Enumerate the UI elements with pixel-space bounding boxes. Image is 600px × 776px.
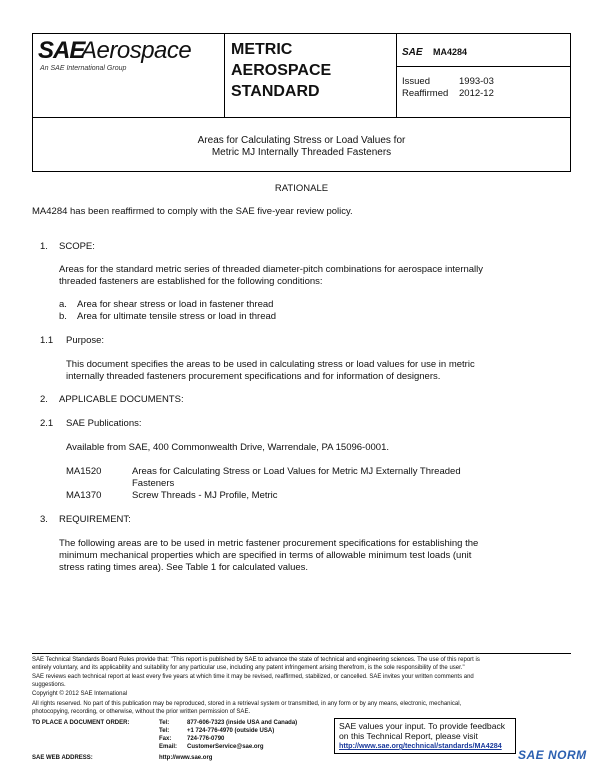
web-link[interactable]: http://www.sae.org [159, 755, 213, 761]
purpose-text: internally threaded fasteners procurement specifications and for information of designers. [66, 371, 441, 382]
standard-line: AEROSPACE [231, 62, 332, 79]
document-title [32, 135, 571, 159]
rights-line: All rights reserved. No part of this publication may be reproduced, stored in a retrieval system or transmitted, in any form or by any means, electronic, mechanical, [32, 700, 462, 707]
document-number: MA4284 [433, 47, 468, 57]
copyright: Copyright © 2012 SAE International [32, 691, 128, 698]
rights-line: photocopying, recording, or otherwise, without the prior written permission of SAE. [32, 708, 251, 715]
notice-line: entirely voluntary, and its applicability and suitability for any particular use, including any patent infringement arising therefrom, is the sole responsibility of the user." [32, 664, 465, 671]
reference-title: Areas for Calculating Stress or Load Values for Metric MJ Externally Threaded [132, 466, 461, 477]
issued-label: Issued [402, 76, 430, 87]
aerospace-logo-text: Aerospace [81, 37, 192, 64]
scope-text: threaded fasteners are established for the following conditions: [59, 276, 323, 287]
list-item: Area for shear stress or load in fastener thread [77, 299, 274, 310]
purpose-text: This document specifies the areas to be used in calculating stress or load values for use in metric [66, 359, 475, 370]
notice-line: SAE reviews each technical report at least every five years at which time it may be revised, reaffirmed, stabilized, or cancelled. SAE invites your written comments and [32, 674, 474, 681]
rationale-heading: RATIONALE [274, 183, 329, 194]
issued-value: 1993-03 [459, 76, 494, 87]
section-heading: APPLICABLE DOCUMENTS: [59, 394, 184, 405]
sae-norm-watermark: SAE NORM [518, 748, 587, 762]
tel-value: 877-606-7323 (inside USA and Canada) [187, 720, 298, 726]
section-heading: REQUIREMENT: [59, 514, 131, 525]
reference-title: Screw Threads - MJ Profile, Metric [132, 490, 278, 501]
tel-value: +1 724-776-4970 (outside USA) [187, 728, 275, 734]
standard-line: STANDARD [231, 83, 320, 100]
reaffirmed-row [402, 88, 494, 99]
email-label: Email: [159, 744, 178, 750]
section-heading: SAE Publications: [66, 418, 142, 429]
section-number: 1.1 [40, 335, 54, 346]
issued-row [402, 76, 494, 87]
reference-id: MA1370 [66, 490, 102, 501]
section-heading: SCOPE: [59, 241, 95, 252]
tel-label: Tel: [159, 720, 170, 726]
requirement-text: minimum mechanical properties which are specified in terms of allowable minimum test loads (unit [59, 550, 472, 561]
list-label: b. [59, 311, 67, 322]
feedback-text: on this Technical Report, please visit [339, 731, 478, 741]
rationale-text: MA4284 has been reaffirmed to comply with the SAE five-year review policy. [32, 206, 353, 217]
list-item: Area for ultimate tensile stress or load in thread [77, 311, 277, 322]
title-line: Areas for Calculating Stress or Load Values for [197, 135, 406, 146]
standard-type [231, 39, 331, 102]
logo-subtitle: An SAE International Group [40, 65, 127, 72]
header-divider [396, 66, 571, 67]
section-number: 1. [40, 241, 48, 252]
feedback-link[interactable]: http://www.sae.org/technical/standards/MA4284 [339, 741, 502, 750]
fax-value: 724-776-0790 [187, 736, 225, 742]
standard-line: METRIC [231, 41, 293, 58]
scope-text: Areas for the standard metric series of threaded diameter-pitch combinations for aerospace internally [59, 264, 484, 275]
reaffirmed-label: Reaffirmed [402, 88, 449, 99]
reference-title: Fasteners [132, 478, 175, 489]
publications-text: Available from SAE, 400 Commonwealth Drive, Warrendale, PA 15096-0001. [66, 442, 389, 453]
section-number: 3. [40, 514, 48, 525]
list-label: a. [59, 299, 67, 310]
web-label: SAE WEB ADDRESS: [32, 755, 93, 761]
sae-mini-logo: SAE [402, 47, 423, 58]
header-divider [396, 33, 397, 118]
tel-label: Tel: [159, 728, 170, 734]
footer-notice [32, 657, 480, 716]
title-line: Metric MJ Internally Threaded Fasteners [211, 147, 392, 158]
email-value[interactable]: CustomerService@sae.org [187, 744, 264, 750]
section-number: 2. [40, 394, 48, 405]
footer-rule [32, 653, 571, 654]
fax-label: Fax: [159, 736, 172, 742]
feedback-text: SAE values your input. To provide feedback [339, 721, 506, 731]
section-heading: Purpose: [66, 335, 105, 346]
reaffirmed-value: 2012-12 [459, 88, 494, 99]
feedback-box [334, 718, 516, 754]
notice-line: SAE Technical Standards Board Rules provide that: "This report is published by SAE to advance the state of technical and engineering sciences. The use of this report is [32, 657, 480, 663]
order-label: TO PLACE A DOCUMENT ORDER: [32, 720, 130, 726]
requirement-text: The following areas are to be used in metric fastener procurement specifications for establishing the [59, 538, 479, 549]
requirement-text: stress rating times area). See Table 1 for calculated values. [59, 562, 309, 573]
reference-id: MA1520 [66, 466, 102, 477]
header-divider [224, 33, 225, 118]
notice-line: suggestions. [32, 681, 66, 688]
sae-logo: SAE [38, 37, 85, 64]
section-number: 2.1 [40, 418, 54, 429]
